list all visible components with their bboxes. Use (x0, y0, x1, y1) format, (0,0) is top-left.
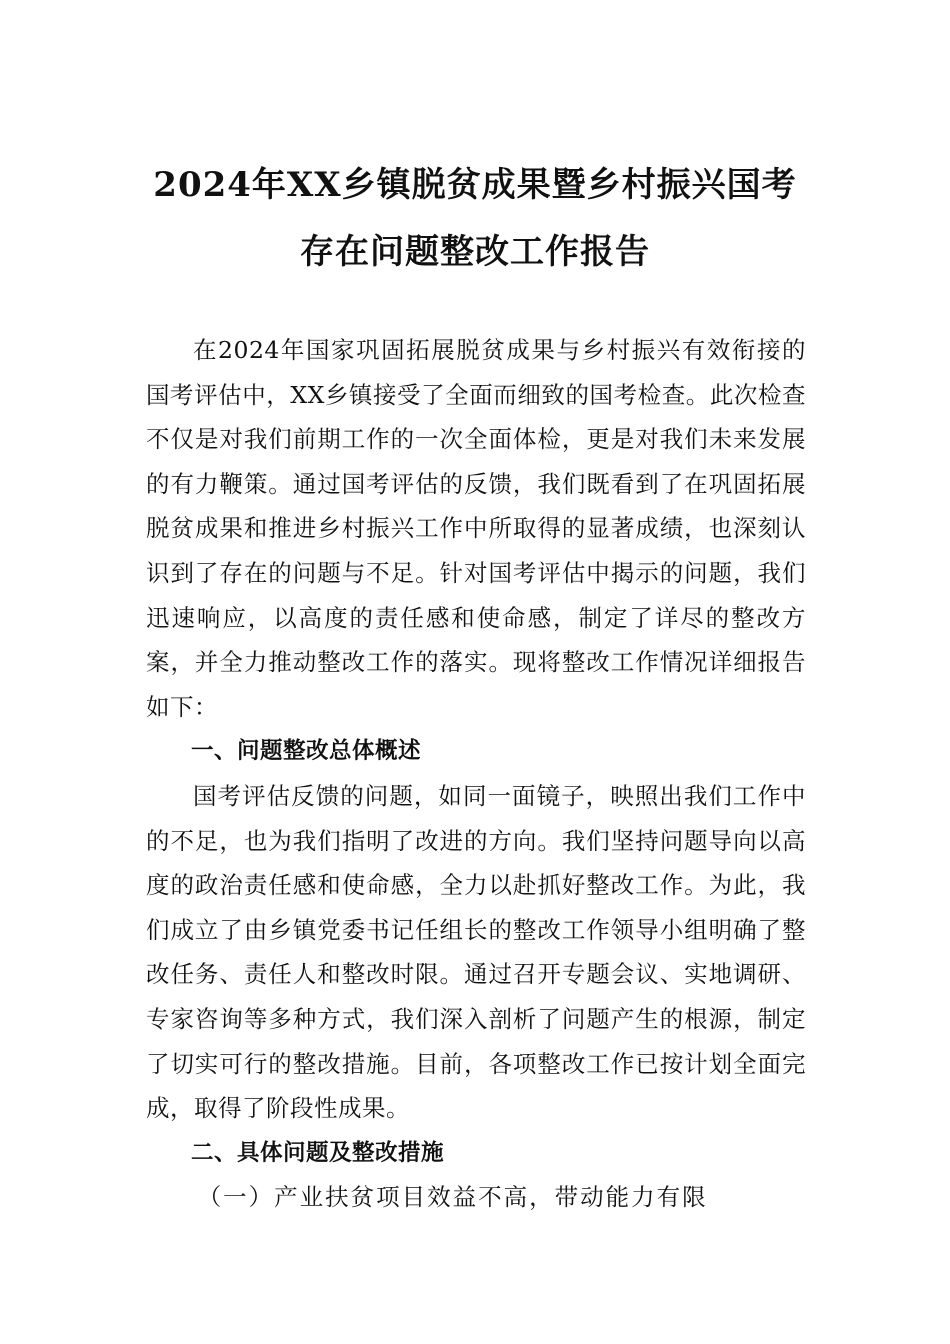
document-title-line-2: 存在问题整改工作报告 (300, 232, 650, 272)
document-title-line-1: 2024年XX乡镇脱贫成果暨乡村振兴国考 (153, 165, 797, 205)
intro-paragraph: 在2024年国家巩固拓展脱贫成果与乡村振兴有效衔接的国考评估中，XX乡镇接受了全面而细致的国考检查。此次检查不仅是对我们前期工作的一次全面体检，更是对我们未来发展的有力鞭策。通过国考评估的反馈，我们既看到了在巩固拓展脱贫成果和推进乡村振兴工作中所取得的显著成绩，也深刻认识到了存在的问题与不足。针对国考评估中揭示的问题，我们迅速响应，以高度的责任感和使命感，制定了详尽的整改方案，并全力推动整改工作的落实。现将整改工作情况详细报告如下： (146, 336, 806, 721)
section-1-heading: 一、问题整改总体概述 (191, 738, 422, 765)
document-body (146, 328, 806, 1220)
section-1-paragraph: 国考评估反馈的问题，如同一面镜子，映照出我们工作中的不足，也为我们指明了改进的方向。我们坚持问题导向以高度的政治责任感和使命感，全力以赴抓好整改工作。为此，我们成立了由乡镇党委书记任组长的整改工作领导小组明确了整改任务、责任人和整改时限。通过召开专题会议、实地调研、专家咨询等多种方式，我们深入剖析了问题产生的根源，制定了切实可行的整改措施。目前，各项整改工作已按计划全面完成，取得了阶段性成果。 (146, 781, 806, 1123)
section-2-heading: 二、具体问题及整改措施 (191, 1139, 445, 1166)
subsection-1-heading: （一）产业扶贫项目效益不高，带动能力有限 (197, 1183, 708, 1212)
